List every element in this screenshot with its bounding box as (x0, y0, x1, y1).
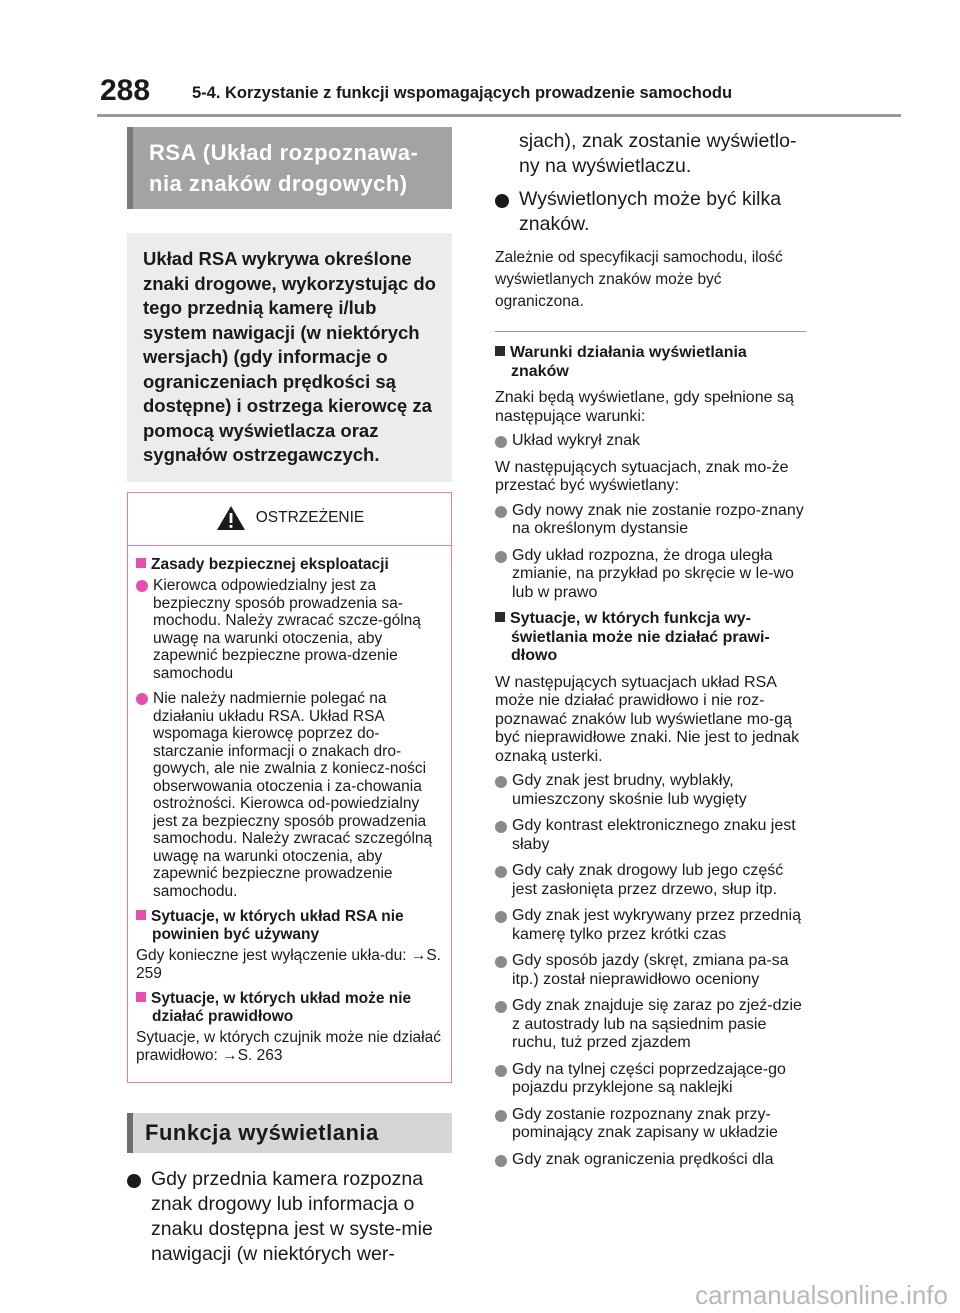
warning-title (136, 505, 444, 531)
spec-note: Zależnie od specyfikacji samochodu, ilość wyświetlanych znaków może być ograniczona. (495, 249, 783, 310)
warning-divider (128, 545, 451, 546)
warning-heading-malfunction: Sytuacje, w których układ może nie działać prawidłowo (136, 990, 444, 1025)
round-bullet-icon (495, 956, 507, 968)
display-bullet: Gdy przednia kamera rozpozna znak drogowy lub informacja o znaku dostępna jest w syste-mie nawigacji (w niektórych wer- (127, 1167, 452, 1267)
left-column (127, 127, 452, 1275)
section-title-display: Funkcja wyświetlania (127, 1113, 452, 1153)
malfunction-bullet: Gdy znak ograniczenia prędkości dla (495, 1151, 806, 1170)
intro-paragraph: Układ RSA wykrywa określone znaki drogowe, wykorzystując do tego przednią kamerę i/lub system nawigacji (w niektórych wersjach) (gdy informacje o ograniczeniach prędkości są dostępne) i ostrzega kierowcę za pomocą wyświetlacza oraz sygnałów ostrzegawczych. (127, 233, 452, 482)
display-continuation: sjach), znak zostanie wyświetlo-ny na wyświetlaczu. (519, 130, 797, 177)
warning-bullet: Kierowca odpowiedzialny jest za bezpieczny sposób prowadzenia sa-mochodu. Należy zwracać szcze-gólną uwagę na warunki otoczenia, aby zapewnić bezpieczne prowa-dzenie samochodu (136, 577, 444, 682)
round-bullet-icon (495, 194, 509, 208)
section-title-rsa: RSA (Układ rozpoznawa-nia znaków drogowych) (127, 127, 452, 209)
malfunction-bullet: Gdy znak znajduje się zaraz po zjeź-dzie z autostrady lub na sąsiednim pasie ruchu, tuż przed zjazdem (495, 997, 806, 1053)
header-divider (97, 114, 901, 117)
malfunction-bullet: Gdy znak jest brudny, wyblakły, umieszczony skośnie lub wygięty (495, 772, 806, 809)
right-column (495, 127, 806, 1177)
warning-para: Gdy konieczne jest wyłączenie ukła-du: →S. 259 (136, 947, 441, 982)
warning-heading-not-used: Sytuacje, w których układ RSA nie powinien być używany (136, 908, 444, 943)
heading-conditions: Warunki działania wyświetlania znaków (495, 344, 806, 381)
round-bullet-icon (136, 580, 148, 592)
square-bullet-icon (136, 992, 146, 1002)
malfunction-para: W następujących sytuacjach układ RSA może nie działać prawidłowo i nie roz-poznawać znaków lub wyświetlane mo-gą być nieprawidłowe znaki. Nie jest to jednak oznaką usterki. (495, 673, 800, 765)
warning-triangle-icon (216, 505, 246, 531)
round-bullet-icon (495, 776, 507, 788)
round-bullet-icon (495, 1001, 507, 1013)
warning-title-text: OSTRZEŻENIE (255, 508, 365, 526)
square-bullet-icon (136, 910, 146, 920)
malfunction-bullet: Gdy zostanie rozpoznany znak przy-pominający znak zapisany w układzie (495, 1106, 806, 1143)
round-bullet-icon (495, 911, 507, 923)
malfunction-bullet: Gdy sposób jazdy (skręt, zmiana pa-sa itp.) został nieprawidłowo oceniony (495, 952, 806, 989)
round-bullet-icon (495, 436, 507, 448)
section-divider (495, 331, 806, 332)
round-bullet-icon (495, 551, 507, 563)
warning-bullet: Nie należy nadmiernie polegać na działaniu układu RSA. Układ RSA wspomaga kierowcę poprzez do-starczanie informacji o znakach dro-gowych, ale nie zwalnia z koniecz-ności obserwowania otoczenia i za-chowania ostrożności. Kierowca od-powiedzialny jest za bezpieczny sposób prowadzenia samochodu. Należy zwracać szczególną uwagę na warunki otoczenia, aby zapewnić bezpieczne prowadzenie samochodu. (136, 690, 444, 900)
round-bullet-icon (495, 821, 507, 833)
stop-bullet: Gdy nowy znak nie zostanie rozpo-znany na określonym dystansie (495, 502, 806, 539)
round-bullet-icon (495, 1155, 507, 1167)
chapter-title: 5-4. Korzystanie z funkcji wspomagających prowadzenie samochodu (192, 84, 733, 102)
display-bullet: Wyświetlonych może być kilka znaków. (495, 187, 806, 237)
watermark: carmanualsonline.info (695, 1280, 948, 1310)
round-bullet-icon (495, 506, 507, 518)
square-bullet-icon (495, 612, 505, 622)
stop-bullet: Gdy układ rozpozna, że droga uległa zmianie, na przykład po skręcie w le-wo lub w prawo (495, 547, 806, 603)
stop-para: W następujących sytuacjach, znak mo-że przestać być wyświetlany: (495, 458, 789, 494)
warning-heading-safety: Zasady bezpiecznej eksploatacji (136, 556, 444, 574)
malfunction-bullet: Gdy cały znak drogowy lub jego część jest zasłonięta przez drzewo, słup itp. (495, 862, 806, 899)
round-bullet-icon (495, 1110, 507, 1122)
square-bullet-icon (136, 558, 146, 568)
malfunction-bullet: Gdy kontrast elektronicznego znaku jest słaby (495, 817, 806, 854)
conditions-para: Znaki będą wyświetlane, gdy spełnione są następujące warunki: (495, 389, 794, 425)
round-bullet-icon (495, 866, 507, 878)
page-number: 288 (100, 74, 151, 107)
conditions-bullet: Układ wykrył znak (495, 432, 806, 451)
square-bullet-icon (495, 346, 505, 356)
malfunction-bullet: Gdy znak jest wykrywany przez przednią kamerę tylko przez krótki czas (495, 907, 806, 944)
round-bullet-icon (127, 1174, 141, 1188)
heading-malfunction: Sytuacje, w których funkcja wy-świetlania może nie działać prawi-dłowo (495, 610, 806, 666)
warning-box (127, 492, 452, 1084)
round-bullet-icon (495, 1065, 507, 1077)
malfunction-bullet: Gdy na tylnej części poprzedzające-go pojazdu przyklejone są naklejki (495, 1061, 806, 1098)
warning-para: Sytuacje, w których czujnik może nie działać prawidłowo: →S. 263 (136, 1029, 441, 1064)
round-bullet-icon (136, 693, 148, 705)
